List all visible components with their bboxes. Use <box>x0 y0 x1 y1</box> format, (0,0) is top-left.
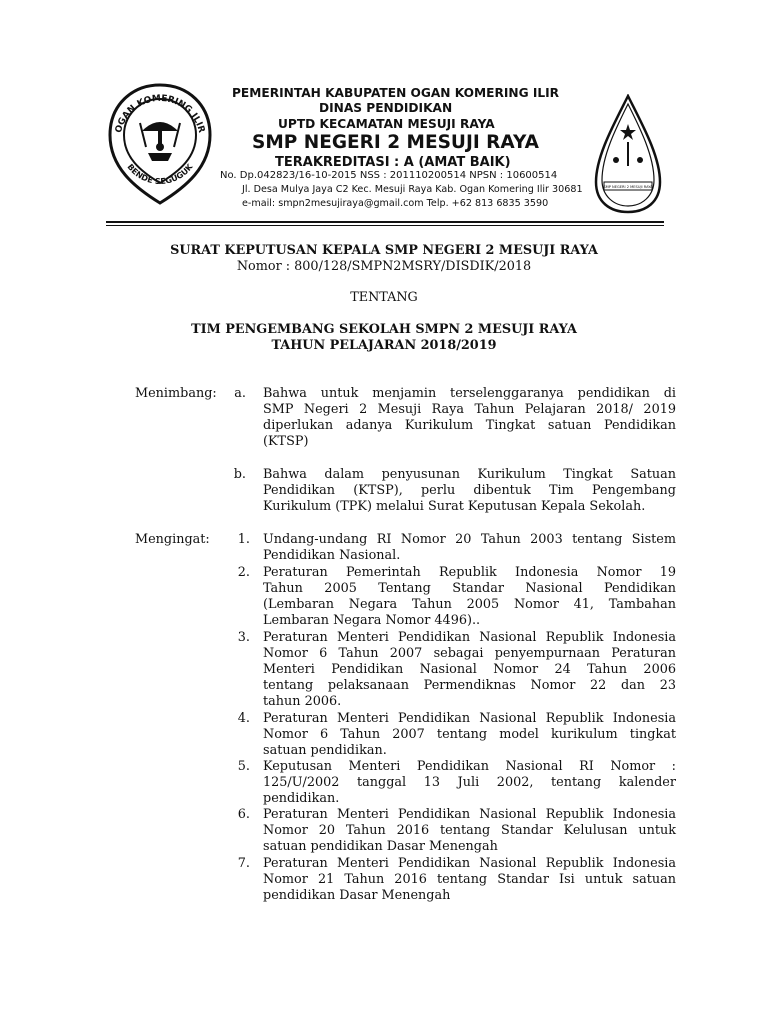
school-name: SMP NEGERI 2 MESUJI RAYA <box>252 132 539 153</box>
menimbang-marker-a: a. <box>234 386 246 401</box>
paragraph-line: Peraturan Pemerintah Republik Indonesia Nomor 19 <box>263 565 676 580</box>
mengingat-marker-5: 5. <box>237 759 250 774</box>
paragraph-line: (Lembaran Negara Tahun 2005 Nomor 41, Tambahan <box>263 597 676 613</box>
mengingat-item-6 <box>263 807 676 855</box>
mengingat-label: Mengingat: <box>135 532 210 547</box>
paragraph-line: Nomor 6 Tahun 2007 sebagai penyempurnaan Peraturan <box>263 646 676 662</box>
paragraph-line: satuan pendidikan Dasar Menengah <box>263 839 498 855</box>
paragraph-line: Peraturan Menteri Pendidikan Nasional Republik Indonesia <box>263 807 676 822</box>
menimbang-marker-b: b. <box>233 467 246 482</box>
paragraph-line: Menteri Pendidikan Nasional Nomor 24 Tahun 2006 <box>263 662 676 678</box>
paragraph-line: Nomor 6 Tahun 2007 tentang model kurikulum tingkat <box>263 727 676 743</box>
school-contact: e-mail: smpn2mesujiraya@gmail.com Telp. +62 813 6835 3590 <box>242 198 549 209</box>
paragraph-line: Peraturan Menteri Pendidikan Nasional Republik Indonesia <box>263 630 676 645</box>
paragraph-line: Nomor 21 Tahun 2016 tentang Standar Isi untuk satuan <box>263 872 676 888</box>
paragraph-line: Tahun 2005 Tentang Standar Nasional Pendidikan <box>263 581 676 597</box>
paragraph-line: Keputusan Menteri Pendidikan Nasional RI Nomor : <box>263 759 676 774</box>
letterhead-rule-thin <box>106 225 664 226</box>
mengingat-item-5 <box>263 759 676 807</box>
menimbang-label: Menimbang: <box>135 386 217 401</box>
paragraph-line: tentang pelaksanaan Permendiknas Nomor 22 dan 23 <box>263 678 676 694</box>
district-emblem-icon <box>108 83 212 205</box>
mengingat-marker-1: 1. <box>237 532 250 547</box>
paragraph-line: Lembaran Negara Nomor 4496).. <box>263 613 481 629</box>
paragraph-line: Peraturan Menteri Pendidikan Nasional Republik Indonesia <box>263 856 676 871</box>
government-name: PEMERINTAH KABUPATEN OGAN KOMERING ILIR <box>232 86 560 100</box>
paragraph-line: satuan pendidikan. <box>263 743 387 759</box>
mengingat-marker-2: 2. <box>237 565 250 580</box>
school-emblem-icon <box>594 94 662 214</box>
mengingat-marker-4: 4. <box>237 711 250 726</box>
paragraph-line: Pendidikan Nasional. <box>263 548 401 564</box>
department-name: DINAS PENDIDIKAN <box>319 101 453 115</box>
left-logo-top-text: OGAN KOMERING ILIR <box>113 93 207 135</box>
paragraph-line: SMP Negeri 2 Mesuji Raya Tahun Pelajaran 2018/ 2019 <box>263 402 676 418</box>
letterhead-rule-thick <box>106 221 664 223</box>
decree-title: SURAT KEPUTUSAN KEPALA SMP NEGERI 2 MESUJI RAYA <box>170 243 598 258</box>
paragraph-line: Pendidikan (KTSP), perlu dibentuk Tim Pengembang <box>263 483 676 499</box>
uptd-name: UPTD KECAMATAN MESUJI RAYA <box>278 117 495 131</box>
paragraph-line: pendidikan. <box>263 791 340 807</box>
paragraph-line: tahun 2006. <box>263 694 342 710</box>
mengingat-marker-7: 7. <box>237 856 250 871</box>
mengingat-item-4 <box>263 711 676 759</box>
paragraph-line: Nomor 20 Tahun 2016 tentang Standar Kelulusan untuk <box>263 823 676 839</box>
mengingat-item-7 <box>263 856 676 904</box>
decree-number: Nomor : 800/128/SMPN2MSRY/DISDIK/2018 <box>236 259 532 274</box>
letterhead <box>0 0 768 230</box>
mengingat-item-3 <box>263 630 676 710</box>
paragraph-line: Bahwa untuk menjamin terselenggaranya pendidikan di <box>263 386 676 401</box>
decree-tentang: TENTANG <box>350 290 418 305</box>
decree-subject-year: TAHUN PELAJARAN 2018/2019 <box>271 338 497 353</box>
menimbang-item-b <box>263 467 676 515</box>
paragraph-line: (KTSP) <box>263 434 309 450</box>
decree-subject: TIM PENGEMBANG SEKOLAH SMPN 2 MESUJI RAYA <box>191 322 577 337</box>
school-address: Jl. Desa Mulya Jaya C2 Kec. Mesuji Raya Kab. Ogan Komering Ilir 30681 <box>242 184 583 195</box>
registration-numbers: No. Dp.042823/16-10-2015 NSS : 201110200514 NPSN : 10600514 <box>220 170 558 181</box>
paragraph-line: Kurikulum (TPK) melalui Surat Keputusan Kepala Sekolah. <box>263 499 646 515</box>
paragraph-line: diperlukan adanya Kurikulum Tingkat satuan Pendidikan <box>263 418 676 434</box>
paragraph-line: 125/U/2002 tanggal 13 Juli 2002, tentang kalender <box>263 775 676 791</box>
right-logo-banner-text: SMP NEGERI 2 MESUJI RAYA <box>603 185 653 189</box>
mengingat-marker-3: 3. <box>237 630 250 645</box>
left-logo-bottom-text: BENDE SEGUGUK <box>125 162 195 187</box>
mengingat-marker-6: 6. <box>237 807 250 822</box>
paragraph-line: pendidikan Dasar Menengah <box>263 888 451 904</box>
menimbang-item-a <box>263 386 676 450</box>
paragraph-line: Bahwa dalam penyusunan Kurikulum Tingkat Satuan <box>263 467 676 482</box>
paragraph-line: Undang-undang RI Nomor 20 Tahun 2003 tentang Sistem <box>263 532 676 547</box>
accreditation: TERAKREDITASI : A (AMAT BAIK) <box>275 155 511 170</box>
paragraph-line: Peraturan Menteri Pendidikan Nasional Republik Indonesia <box>263 711 676 726</box>
mengingat-item-1 <box>263 532 676 564</box>
mengingat-item-2 <box>263 565 676 629</box>
